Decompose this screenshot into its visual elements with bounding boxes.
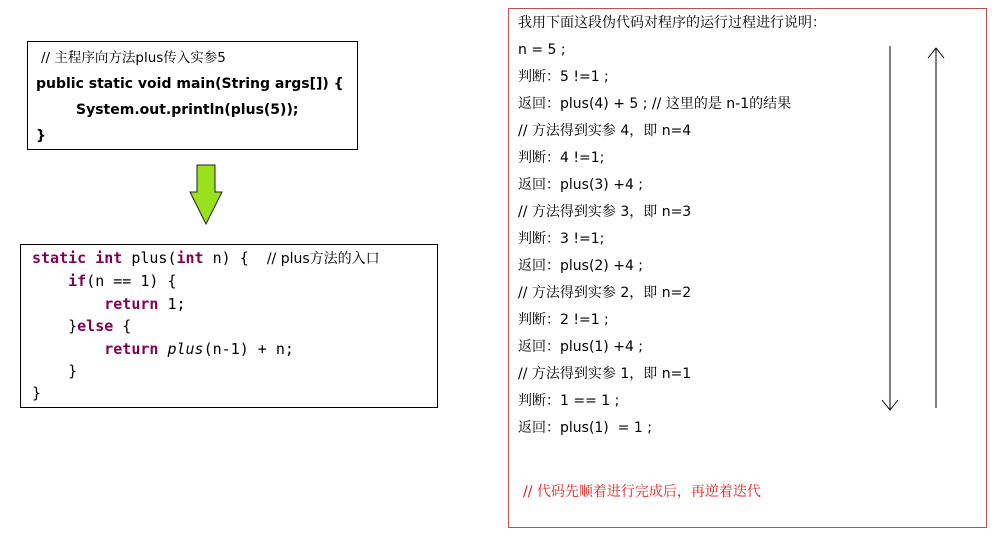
plus-else-line: }else { [68,317,132,336]
explanation-line: 判断：4 !=1; [518,150,605,166]
plus-recursive-return-line: return plus(n-1) + n; [104,339,294,358]
plus-entry-comment: // plus方法的入口 [266,251,380,267]
explanation-line: 判断：3 !=1; [518,231,605,247]
up-flow-arrow-icon [928,48,944,408]
explanation-line: 判断：1 == 1 ; [518,393,620,409]
plus-if-line: if(n == 1) { [68,272,177,291]
plus-inner-close-brace: } [68,362,78,381]
explanation-line: 返回：plus(1) +4 ; [518,339,644,355]
explanation-line: // 方法得到实参 3，即 n=3 [518,204,692,220]
plus-method-box [20,244,438,408]
flow-arrows [870,40,950,415]
down-arrow-icon [188,164,224,226]
main-close-brace: } [36,128,46,144]
explanation-line: // 方法得到实参 2，即 n=2 [518,285,692,301]
explanation-line: 返回：plus(1) = 1 ; [518,420,652,436]
explanation-line: 返回：plus(4) + 5 ; // 这里的是 n-1的结果 [518,96,792,112]
explanation-line: // 方法得到实参 4，即 n=4 [518,123,692,139]
plus-signature-line: static int plus(int n) { // plus方法的入口 [32,249,380,267]
main-comment: // 主程序向方法plus传入实参5 [41,50,226,66]
plus-return-1-line: return 1; [104,294,186,313]
main-println-line: System.out.println(plus(5)); [76,102,299,118]
explanation-line: 我用下面这段伪代码对程序的运行过程进行说明： [518,15,826,31]
explanation-line: 返回：plus(3) +4 ; [518,177,644,193]
main-signature-line: public static void main(String args[]) { [36,76,344,92]
main-method-box [27,41,358,150]
explanation-line: 判断：5 !=1 ; [518,69,609,85]
explanation-line: 返回：plus(2) +4 ; [518,258,644,274]
explanation-line: 判断：2 !=1 ; [518,312,609,328]
down-flow-arrow-icon [882,46,898,410]
explanation-line: // 方法得到实参 1，即 n=1 [518,366,692,382]
iteration-note: // 代码先顺着进行完成后，再逆着迭代 [523,484,761,500]
plus-close-brace: } [32,384,42,403]
explanation-line: n = 5 ; [518,42,566,58]
